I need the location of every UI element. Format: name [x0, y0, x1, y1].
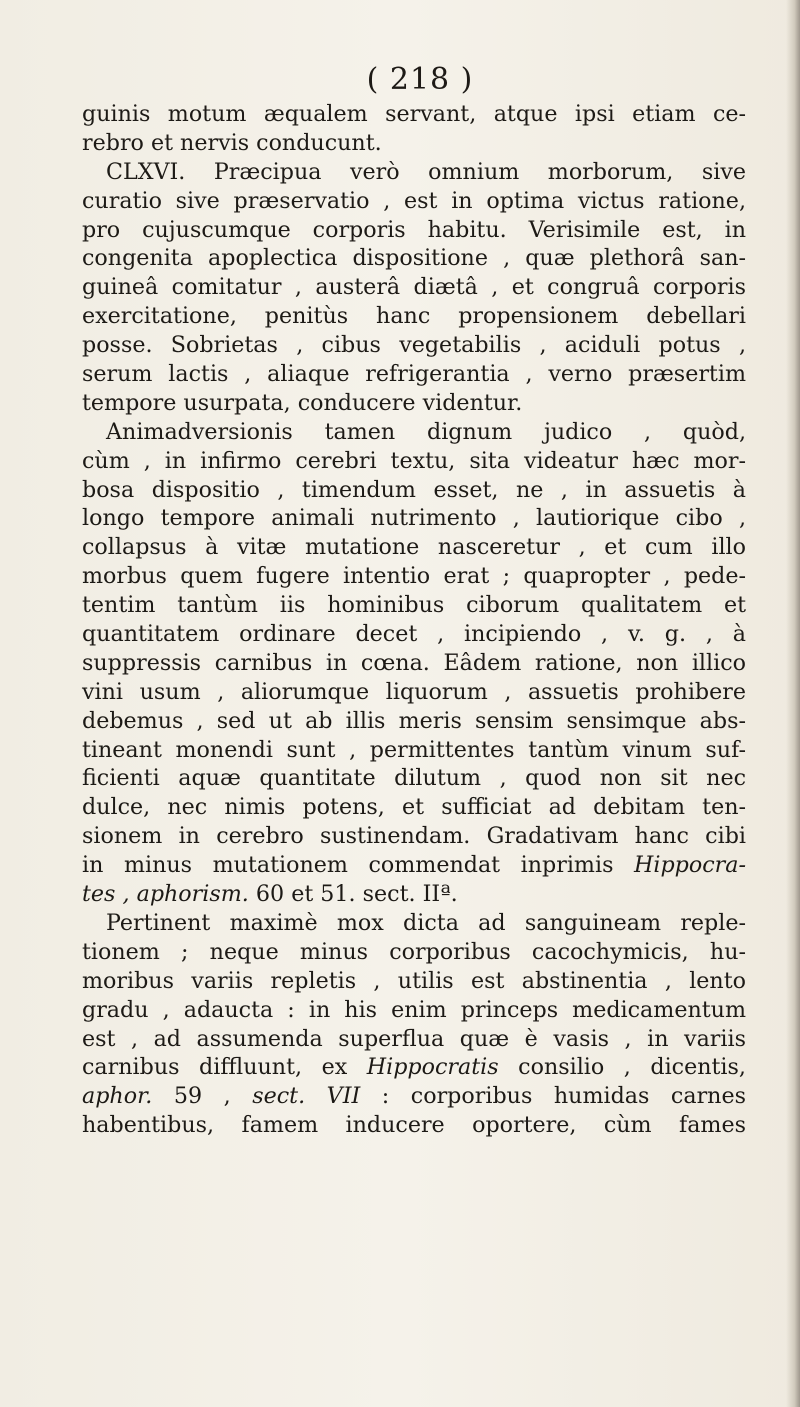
- line-text: Pertinent maximè mox dicta ad sanguineam reple-: [106, 909, 746, 936]
- text-line: [82, 851, 746, 880]
- text-line: [82, 129, 746, 158]
- line-text: guinis motum æqualem servant, atque ipsi etiam ce-: [82, 101, 746, 127]
- page-number: ( 218 ): [366, 62, 474, 97]
- text-line: [82, 187, 746, 216]
- text-line: [82, 938, 746, 967]
- line-text: serum lactis , aliaque refrigerantia , verno præsertim: [82, 361, 746, 388]
- text-line: [82, 822, 746, 851]
- page-edge-shadow: [786, 0, 800, 1407]
- text-line: [82, 331, 746, 360]
- line-text: guineâ comitatur , austerâ diætâ , et congruâ corporis: [82, 274, 746, 301]
- line-text: curatio sive præservatio , est in optima victus ratione,: [82, 187, 746, 214]
- line-text: 60 et 51. sect. IIª.: [255, 881, 458, 908]
- text-line: [82, 678, 746, 707]
- text-line: [82, 302, 746, 331]
- line-text: bosa dispositio , timendum esset, ne , in assuetis à: [82, 476, 746, 503]
- text-line: [82, 707, 746, 736]
- line-text: Animadversionis tamen dignum judico , quòd,: [106, 418, 746, 445]
- line-text: ficienti aquæ quantitate dilutum , quod non sit nec: [82, 765, 746, 792]
- line-text: 59 ,: [173, 1083, 231, 1110]
- line-text: morbus quem fugere intentio erat ; quapropter , pede-: [82, 563, 746, 590]
- line-text: est , ad assumenda superflua quæ è vasis , in variis: [82, 1025, 746, 1052]
- text-line: [82, 447, 746, 476]
- line-text: gradu , adaucta : in his enim princeps medicamentum: [82, 996, 746, 1023]
- line-text: exercitatione, penitùs hanc propensionem debellari: [82, 303, 746, 330]
- text-line: [82, 620, 746, 649]
- line-text: carnibus diffluunt, ex: [82, 1054, 348, 1081]
- italic-text: sect. VII: [252, 1083, 361, 1110]
- line-text: in minus mutationem commendat inprimis: [82, 852, 614, 879]
- text-line: [82, 1082, 746, 1111]
- line-text: consilio , dicentis,: [518, 1054, 746, 1081]
- line-text: habentibus, famem inducere oportere, cùm fames: [82, 1112, 746, 1139]
- text-line: [82, 158, 746, 187]
- text-line: [82, 880, 746, 909]
- body-text: [82, 100, 746, 1140]
- italic-text: Hippocratis: [366, 1054, 499, 1081]
- text-line: [82, 1053, 746, 1082]
- line-text: posse. Sobrietas , cibus vegetabilis , aciduli potus ,: [82, 332, 746, 359]
- line-text: collapsus à vitæ mutatione nasceretur , et cum illo: [82, 534, 746, 561]
- text-line: [82, 504, 746, 533]
- line-text: cùm , in infirmo cerebri textu, sita videatur hæc mor-: [82, 447, 746, 474]
- text-line: [82, 273, 746, 302]
- line-text: longo tempore animali nutrimento , lautiorique cibo ,: [82, 505, 746, 532]
- text-line: [82, 533, 746, 562]
- italic-text: Hippocra-: [634, 852, 746, 879]
- line-text: vini usum , aliorumque liquorum , assuetis prohibere: [82, 678, 746, 705]
- text-line: [82, 216, 746, 245]
- text-line: [82, 562, 746, 591]
- line-text: suppressis carnibus in cœna. Eâdem ratione, non illico: [82, 649, 746, 676]
- italic-text: aphor.: [82, 1083, 153, 1110]
- text-line: [82, 967, 746, 996]
- line-text: tempore usurpata, conducere videntur.: [82, 389, 523, 416]
- line-text: moribus variis repletis , utilis est abstinentia , lento: [82, 967, 746, 994]
- text-line: [82, 591, 746, 620]
- line-text: : corporibus humidas carnes: [381, 1083, 746, 1110]
- line-text: sionem in cerebro sustinendam. Gradativam hanc cibi: [82, 823, 746, 850]
- line-text: pro cujuscumque corporis habitu. Verisimile est, in: [82, 216, 746, 243]
- text-line: [82, 100, 746, 129]
- text-line: [82, 1111, 746, 1140]
- text-line: [82, 476, 746, 505]
- text-line: [82, 360, 746, 389]
- text-line: [82, 389, 746, 418]
- text-line: [82, 1025, 746, 1054]
- line-text: debemus , sed ut ab illis meris sensim sensimque abs-: [82, 707, 746, 734]
- line-text: tionem ; neque minus corporibus cacochymicis, hu-: [82, 938, 746, 965]
- line-text: CLXVI. Præcipua verò omnium morborum, sive: [106, 158, 746, 185]
- line-text: congenita apoplectica dispositione , quæ plethorâ san-: [82, 245, 746, 272]
- line-text: tentim tantùm iis hominibus ciborum qualitatem et: [82, 592, 746, 619]
- text-line: [82, 649, 746, 678]
- text-line: [82, 244, 746, 273]
- line-text: tineant monendi sunt , permittentes tantùm vinum suf-: [82, 736, 746, 763]
- line-text: quantitatem ordinare decet , incipiendo , v. g. , à: [82, 621, 746, 648]
- text-line: [82, 764, 746, 793]
- line-text: dulce, nec nimis potens, et sufficiat ad debitam ten-: [82, 794, 746, 821]
- line-text: rebro et nervis conducunt.: [82, 129, 382, 156]
- text-line: [82, 909, 746, 938]
- text-line: [82, 736, 746, 765]
- text-line: [82, 418, 746, 447]
- text-line: [82, 996, 746, 1025]
- italic-text: tes , aphorism.: [82, 881, 249, 908]
- text-line: [82, 793, 746, 822]
